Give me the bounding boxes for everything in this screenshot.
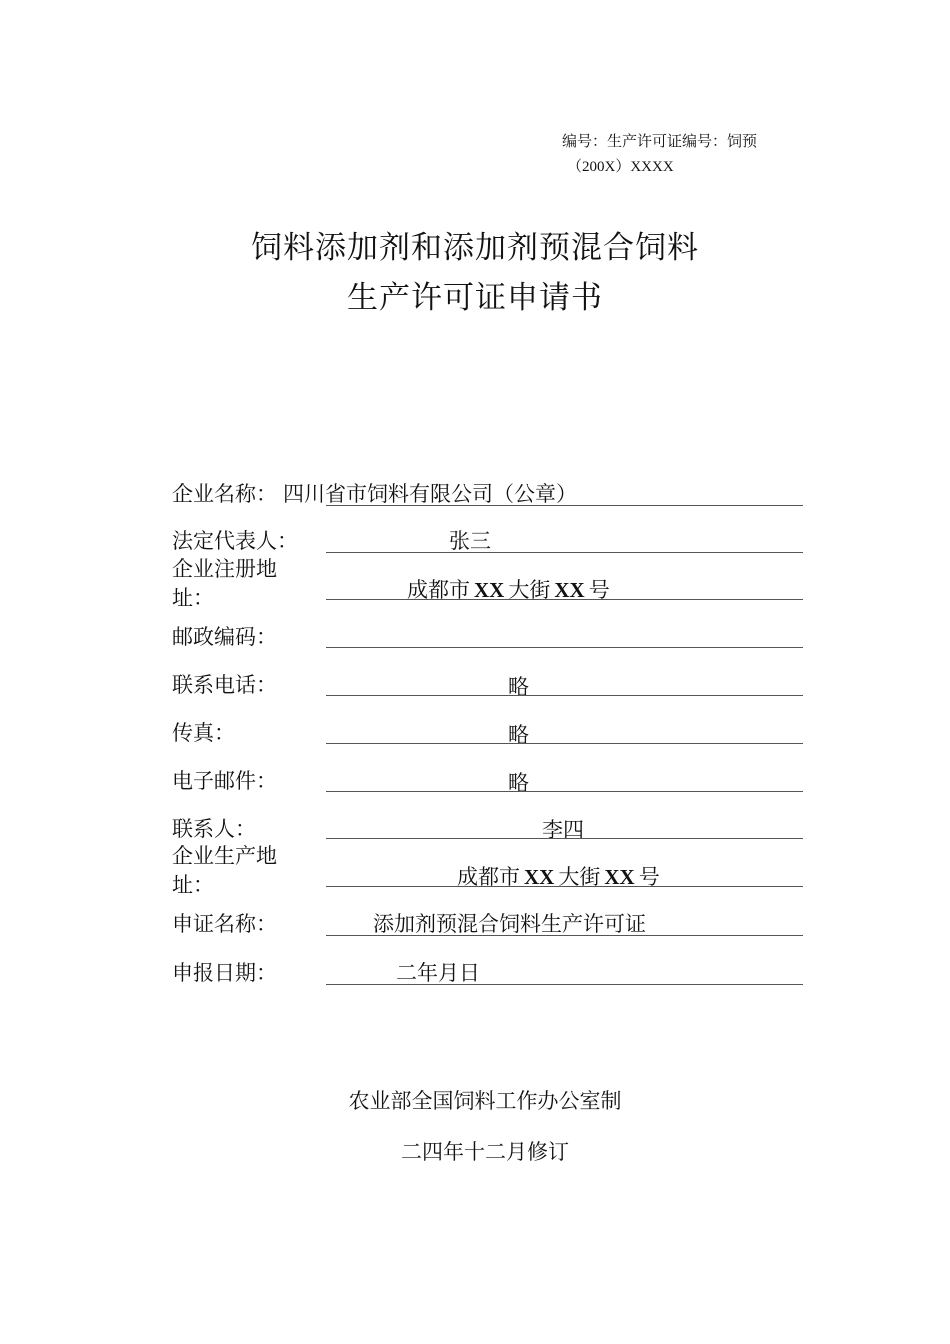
cert-name-label: 申证名称： (172, 912, 277, 936)
reg-address-label: 企业注册地址： (172, 557, 277, 607)
legal-rep-underline (326, 552, 803, 553)
document-title-line1: 饲料添加剂和添加剂预混合饲料 (251, 230, 699, 266)
contact-underline (326, 838, 803, 839)
issuing-organization: 农业部全国饲料工作办公室制 (348, 1089, 622, 1113)
document-title-line2: 生产许可证申请书 (347, 280, 603, 316)
contact-label: 联系人： (172, 817, 256, 841)
reg-address-value: 成都市 XX 大街 XX 号 (407, 578, 610, 602)
fax-value: 略 (508, 723, 529, 747)
email-underline (326, 791, 803, 792)
document-number-line1: 编号：生产许可证编号：饲预 (562, 132, 758, 150)
postal-code-label: 邮政编码： (172, 625, 277, 649)
postal-code-underline (326, 647, 803, 648)
apply-date-value: 二年月日 (396, 961, 480, 985)
fax-label: 传真： (172, 721, 235, 745)
document-number-line2: （200X）XXXX (567, 159, 674, 175)
apply-date-underline (326, 984, 803, 985)
legal-rep-label: 法定代表人： (172, 529, 298, 553)
fax-underline (326, 743, 803, 744)
company-name-underline (326, 505, 803, 506)
legal-rep-value: 张三 (449, 529, 491, 553)
phone-underline (326, 695, 803, 696)
apply-date-label: 申报日期： (172, 961, 277, 985)
revision-date: 二四年十二月修订 (401, 1140, 569, 1164)
cert-name-value: 添加剂预混合饲料生产许可证 (373, 912, 646, 936)
phone-value: 略 (508, 675, 529, 699)
cert-name-underline (326, 935, 803, 936)
prod-address-value: 成都市 XX 大街 XX 号 (457, 865, 660, 889)
reg-address-underline (326, 599, 803, 600)
email-label: 电子邮件： (172, 769, 277, 793)
prod-address-label: 企业生产地址： (172, 844, 277, 894)
email-value: 略 (508, 771, 529, 795)
company-name-value: 四川省市饲料有限公司（公章） (283, 482, 577, 506)
contact-value: 李四 (542, 818, 584, 842)
phone-label: 联系电话： (172, 673, 277, 697)
prod-address-underline (326, 886, 803, 887)
company-name-label: 企业名称： (172, 482, 277, 506)
